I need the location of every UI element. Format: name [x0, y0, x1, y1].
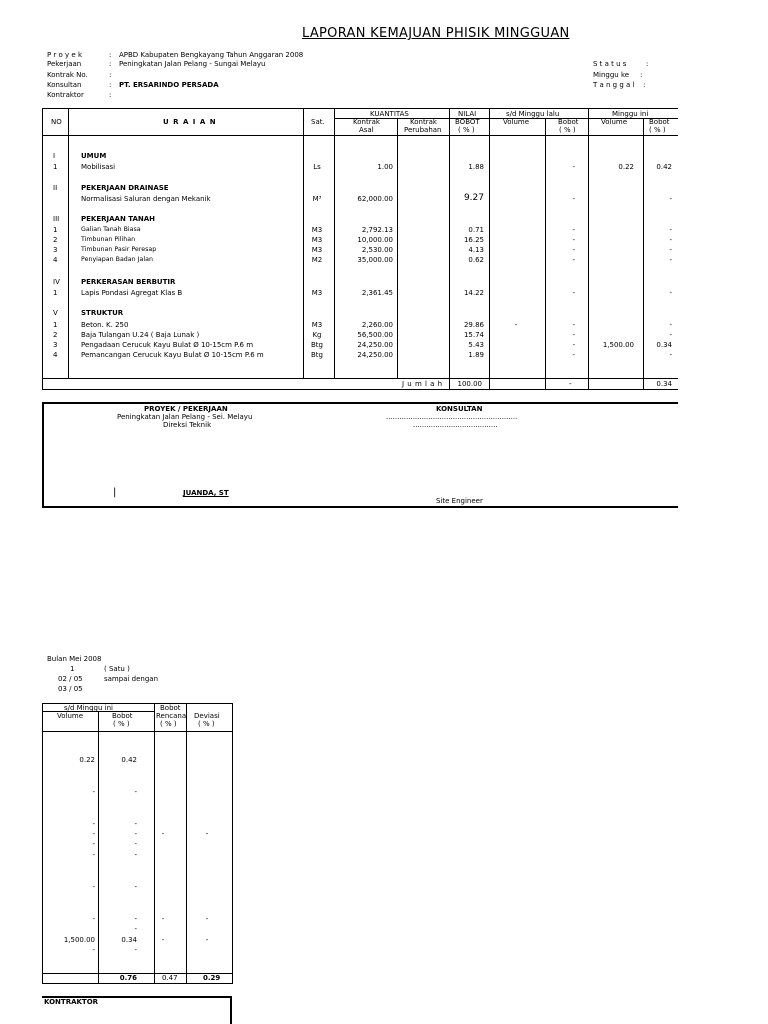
konsultan-title: KONSULTAN [436, 405, 483, 413]
row-ini-bobot: - [669, 226, 672, 234]
signer-name: JUANDA, ST [183, 489, 229, 497]
row-sat: Btg [311, 351, 323, 359]
lower-row-bobot: 0.42 [121, 756, 137, 764]
row-ini-bobot: - [669, 236, 672, 244]
col-bobot-pct: ( % ) [458, 126, 475, 134]
row-uraian: STRUKTUR [81, 309, 124, 317]
site-engineer: Site Engineer [436, 497, 483, 505]
konsultan-label: Konsultan [47, 81, 82, 89]
row-bobot: 1.89 [468, 351, 484, 359]
proyek-subtitle: Peningkatan Jalan Pelang - Sei. Melayu [117, 413, 253, 421]
col-lalu-bobot: Bobot [558, 118, 579, 126]
lower-total-bobot: 0.76 [119, 974, 137, 982]
lower-row-deviasi: - [205, 915, 209, 923]
row-ini-bobot: - [669, 321, 672, 329]
lower-row-bobot: - [134, 946, 137, 954]
row-uraian: Penyiapan Badan Jalan [81, 256, 153, 263]
sep: : [646, 60, 649, 68]
row-kontrak-asal: 24,250.00 [357, 341, 393, 349]
lower-bobot-header: Bobot [112, 712, 133, 720]
lower-row-volume: - [92, 915, 95, 923]
row-kontrak-asal: 2,361.45 [361, 289, 393, 297]
row-lalu-bobot: - [572, 321, 575, 329]
row-ini-bobot: - [669, 195, 672, 203]
row-kontrak-asal: 2,260.00 [361, 321, 393, 329]
row-no: 4 [53, 256, 58, 264]
lower-row-volume: - [92, 820, 95, 828]
row-no: 1 [53, 289, 58, 297]
lower-row-bobot: - [134, 820, 137, 828]
tanggal-label: T a n g g a l [593, 81, 635, 89]
tanggal-akhir: 03 / 05 [58, 685, 83, 693]
signature-mark: | [113, 487, 117, 498]
lower-total-rencana: 0.47 [162, 974, 178, 982]
row-uraian: Lapis Pondasi Agregat Klas B [81, 289, 183, 297]
lower-row-deviasi: - [205, 830, 209, 838]
row-bobot: 4.13 [468, 246, 484, 254]
row-sat: M3 [311, 289, 323, 297]
row-uraian: PEKERJAAN TANAH [81, 215, 156, 223]
row-ini-bobot: - [669, 331, 672, 339]
col-ini-pct: ( % ) [649, 126, 666, 134]
proyek-label: P r o y e k [47, 51, 83, 59]
lower-rencana-header: Rencana [156, 712, 187, 720]
sampai-dengan: sampai dengan [104, 675, 159, 683]
row-uraian: Beton. K. 250 [81, 321, 129, 329]
row-sat: M2 [311, 256, 323, 264]
col-kontrak-ubah-2: Perubahan [404, 126, 442, 134]
row-bobot: 15.74 [463, 331, 484, 339]
lower-row-volume: - [92, 851, 95, 859]
row-uraian: PERKERASAN BERBUTIR [81, 278, 176, 286]
lower-row-bobot: - [134, 788, 137, 796]
row-kontrak-asal: 62,000.00 [357, 195, 393, 203]
row-bobot: 5.43 [468, 341, 484, 349]
row-ini-bobot: 0.42 [656, 163, 672, 171]
lower-row-bobot: - [134, 925, 137, 933]
row-bobot: 0.62 [468, 256, 484, 264]
lower-row-volume: - [92, 788, 95, 796]
lower-row-volume: - [92, 830, 95, 838]
report-title: LAPORAN KEMAJUAN PHISIK MINGGUAN [302, 26, 570, 41]
col-bobot-header: BOBOT [455, 118, 480, 126]
row-ini-volume: 0.22 [618, 163, 634, 171]
proyek-value: APBD Kabupaten Bengkayang Tahun Anggaran 2008 [119, 51, 304, 59]
row-ini-bobot: - [669, 246, 672, 254]
lower-deviasi-header: Deviasi [194, 712, 220, 720]
lower-row-deviasi: - [205, 936, 209, 944]
col-no-header: NO [51, 118, 62, 126]
bulan-label: Bulan Mei 2008 [47, 655, 102, 663]
lower-row-volume: - [92, 840, 95, 848]
row-uraian: Timbunan Pasir Peresap [81, 246, 157, 253]
row-bobot: 14.22 [463, 289, 484, 297]
col-ini-bobot: Bobot [649, 118, 670, 126]
row-bobot: 9.27 [463, 193, 484, 203]
row-lalu-bobot: - [572, 289, 575, 297]
col-lalu-pct: ( % ) [559, 126, 576, 134]
row-no: I [53, 152, 56, 160]
row-uraian: Galian Tanah Biasa [81, 226, 141, 233]
row-sat: M3 [311, 236, 323, 244]
col-uraian-header: U R A I A N [163, 118, 217, 126]
row-ini-bobot: - [669, 256, 672, 264]
lower-row-volume: - [92, 946, 95, 954]
row-no: 3 [53, 246, 58, 254]
row-uraian: Timbunan Pilihan [81, 236, 136, 243]
row-uraian: Mobilisasi [81, 163, 116, 171]
row-sat: M3 [311, 246, 323, 254]
lower-total-deviasi: 0.29 [203, 974, 221, 982]
row-lalu-bobot: - [572, 226, 575, 234]
minggu-label: Minggu ke [593, 71, 630, 79]
kontrak-label: Kontrak No. [47, 71, 88, 79]
row-uraian: UMUM [81, 152, 107, 160]
row-kontrak-asal: 10,000.00 [357, 236, 393, 244]
minggu-words: ( Satu ) [104, 665, 130, 673]
kontraktor-label: Kontraktor [47, 91, 84, 99]
lower-row-volume: 0.22 [79, 756, 95, 764]
konsultan-dots: ........................................................... [386, 413, 518, 421]
row-no: 2 [53, 331, 58, 339]
row-uraian: Baja Tulangan U.24 ( Baja Lunak ) [81, 331, 200, 339]
row-uraian: Pengadaan Cerucuk Kayu Bulat Ø 10-15cm P.6 m [81, 341, 254, 349]
jumlah-lalu-bobot: - [569, 380, 572, 388]
lower-row-bobot: - [134, 840, 137, 848]
row-kontrak-asal: 24,250.00 [357, 351, 393, 359]
lower-row-volume: - [92, 883, 95, 891]
row-lalu-bobot: - [572, 331, 575, 339]
row-sat: Kg [312, 331, 322, 339]
row-ini-bobot: - [669, 289, 672, 297]
row-bobot: 16.25 [463, 236, 484, 244]
row-no: III [53, 215, 60, 223]
lower-row-volume: 1,500.00 [63, 936, 95, 944]
konsultan-dots-2: ...................................... [413, 421, 498, 429]
row-sat: M³ [312, 195, 322, 203]
row-no: 4 [53, 351, 58, 359]
row-no: 3 [53, 341, 58, 349]
row-ini-bobot: - [669, 351, 672, 359]
sep: : [109, 91, 112, 99]
row-no: II [53, 184, 58, 192]
pekerjaan-value: Peningkatan Jalan Pelang - Sungai Melayu [119, 60, 266, 68]
col-kontrak-ubah-1: Kontrak [410, 118, 437, 126]
col-sat-header: Sat. [311, 118, 325, 126]
col-lalu-volume: Volume [503, 118, 530, 126]
pekerjaan-label: Pekerjaan [47, 60, 82, 68]
lower-deviasi-pct: ( % ) [198, 720, 215, 728]
row-no: 1 [53, 163, 58, 171]
row-lalu-bobot: - [572, 195, 575, 203]
row-ini-volume: 1,500.00 [602, 341, 634, 349]
jumlah-ini-bobot: 0.34 [656, 380, 672, 388]
direksi-teknik: Direksi Teknik [163, 421, 212, 429]
sep: : [109, 60, 112, 68]
row-no: IV [53, 278, 60, 286]
col-sd-lalu-header: s/d Minggu lalu [506, 110, 560, 118]
lower-bobot-pct: ( % ) [113, 720, 130, 728]
lower-row-bobot: 0.34 [121, 936, 137, 944]
col-kontrak-asal-2: Asal [359, 126, 374, 134]
lower-row-rencana: - [161, 936, 165, 944]
row-kontrak-asal: 56,500.00 [357, 331, 393, 339]
col-ini-volume: Volume [601, 118, 628, 126]
row-uraian: Pemancangan Cerucuk Kayu Bulat Ø 10-15cm P.6 m [81, 351, 264, 359]
row-kontrak-asal: 2,792.13 [361, 226, 393, 234]
jumlah-bobot: 100.00 [457, 380, 482, 388]
row-sat: M3 [311, 226, 323, 234]
row-sat: Btg [311, 341, 323, 349]
col-kuantitas-header: KUANTITAS [370, 110, 409, 118]
proyek-title: PROYEK / PEKERJAAN [144, 405, 228, 413]
row-kontrak-asal: 2,530.00 [361, 246, 393, 254]
row-lalu-bobot: - [572, 351, 575, 359]
col-minggu-ini-header: Minggu ini [612, 110, 649, 118]
lower-rencana-pct: ( % ) [160, 720, 177, 728]
jumlah-label: J u m l a h [402, 380, 443, 388]
row-no: 2 [53, 236, 58, 244]
row-kontrak-asal: 35,000.00 [357, 256, 393, 264]
row-no: V [53, 309, 58, 317]
lower-volume-header: Volume [57, 712, 84, 720]
lower-row-bobot: - [134, 883, 137, 891]
lower-row-bobot: - [134, 851, 137, 859]
row-lalu-bobot: - [572, 246, 575, 254]
lower-bobot2-header: Bobot [160, 704, 181, 712]
row-uraian: PEKERJAAN DRAINASE [81, 184, 169, 192]
tanggal-mulai: 02 / 05 [58, 675, 83, 683]
row-uraian: Normalisasi Saluran dengan Mekanik [81, 195, 211, 203]
col-nilai-header: NILAI [458, 110, 477, 118]
row-sat: M3 [311, 321, 323, 329]
minggu-number: 1 [70, 665, 75, 673]
sep: : [109, 51, 112, 59]
row-lalu-bobot: - [572, 341, 575, 349]
row-no: 1 [53, 321, 58, 329]
sep: : [640, 71, 643, 79]
row-bobot: 1.88 [468, 163, 484, 171]
status-label: S t a t u s [593, 60, 627, 68]
lower-row-bobot: - [134, 830, 137, 838]
row-bobot: 0.71 [468, 226, 484, 234]
row-lalu-volume: - [514, 321, 518, 329]
row-lalu-bobot: - [572, 256, 575, 264]
lower-row-rencana: - [161, 915, 165, 923]
row-lalu-bobot: - [572, 163, 575, 171]
row-no: 1 [53, 226, 58, 234]
row-bobot: 29.86 [463, 321, 484, 329]
sep: : [643, 81, 646, 89]
row-ini-bobot: 0.34 [656, 341, 672, 349]
lower-row-rencana: - [161, 830, 165, 838]
kontraktor-title: KONTRAKTOR [44, 998, 99, 1006]
col-kontrak-asal-1: Kontrak [353, 118, 380, 126]
sep: : [109, 71, 112, 79]
row-kontrak-asal: 1.00 [377, 163, 393, 171]
row-sat: Ls [313, 163, 321, 171]
lower-sd-header: s/d Minggu ini [64, 704, 113, 712]
sep: : [109, 81, 112, 89]
konsultan-value: PT. ERSARINDO PERSADA [119, 81, 219, 89]
lower-row-bobot: - [134, 915, 137, 923]
row-lalu-bobot: - [572, 236, 575, 244]
